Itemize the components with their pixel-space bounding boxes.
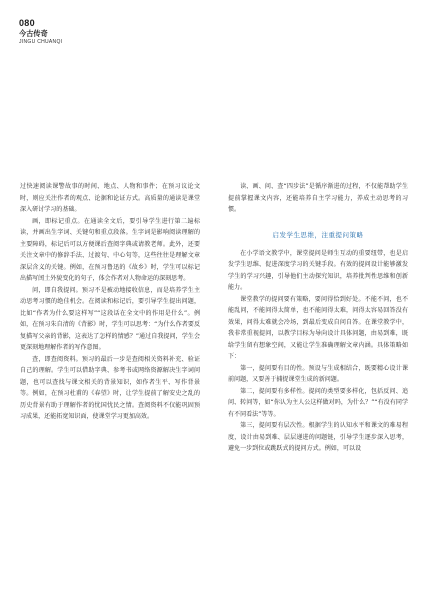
paragraph: 第一，提问要有目的性。预设与生成相结合，既要精心设计课前问题，又要善于捕捉课堂生成的新问题。 xyxy=(228,364,408,383)
paragraph: 过快速阅读课警故事的时间、地点、人物和事件；在预习议论文时，则应关注作者的观点、论据和论证方式。高质量的通读是课堂深入研讨学习的基础。 xyxy=(20,183,200,213)
page-number: 080 xyxy=(19,18,35,28)
paragraph: 画，即标记重点。在通读全文后，要引导学生进行第二遍标读，并画出生字词、关键句和重点段落。生字词是影响阅读理解的主要障碍，标记后可以方便课后查阅字典或请教老师。此外，还要关注文章中的修辞手法、过渡句、中心句等，这些往往是理解文章深层含义的关键。例如，在预习鲁迅的《故乡》时，学生可以标记出描写闰土外貌变化的句子，体会作者对人物命运的深刻思考。 xyxy=(20,217,200,282)
paragraph: 第三，提问要有层次性。根据学生的认知水平和课文的难易程度，设计由易到难、层层递进的问题链，引导学生逐步深入思考，避免一步到位或跳跃式的提问方式。例如，可以设 xyxy=(228,422,408,452)
paragraph: 读、画、问、查“四步法”是循序渐进的过程，不仅能帮助学生提前掌握课文内容，还能培养自主学习能力，养成主动思考的习惯。 xyxy=(228,183,408,213)
journal-pinyin: JINGU CHUANQI xyxy=(19,39,63,45)
paragraph: 课堂教学的提问要有策略，要问得恰到好处。不能不问，也不能乱问，不能问得太简单，也不能问得太难，问得太容易回答没有效果，问得太难就会冷场，到最后变成自问自答。在课堂教学中，我非常重视提问，以教学目标为导向设计具体问题，由易到难，既给学生留有想象空间，又能让学生准确理解文章内涵。具体策略如下： xyxy=(228,295,408,360)
right-column xyxy=(228,181,408,455)
paragraph: 在小学语文教学中，课堂提问是师生互动的重要纽带，也是启发学生思维、促进深度学习的关键手段。有效的提问设计能够激发学生的学习兴趣，引导他们主动探究知识，培养批判性思维和创新能力。 xyxy=(228,249,408,291)
section-heading: 启发学生思维，注重提问策略 xyxy=(272,230,364,239)
paragraph: 查，即查阅资料。预习的最后一步是查阅相关资料补充、验证自己的理解。学生可以借助字典、参考书或网络资源解决生字词问题，也可以查找与课文相关的背景知识，如作者生平、写作背景等。例如，在预习杜甫的《春望》时，让学生提前了解安史之乱的历史背景有助于理解作者的忧国忧民之情。查阅资料不仅能巩固预习成果，还能拓宽知识面，使课堂学习更加高效。 xyxy=(20,355,200,420)
paragraph: 第二，提问要有多样性。提问的类型要多样化，包括反问、追问、转问等，如“你认为主人公这样做对吗，为什么？”“有没有同学有不同看法”等等。 xyxy=(228,387,408,418)
page-header xyxy=(19,18,62,45)
paragraph: 问，即自我提问。预习不是被动地接收信息，而是培养学生主动思考习惯的绝佳机会。在阅读和标记后，要引导学生提出问题，比如“作者为什么要这样写”“这段话在全文中的作用是什么”。例如，在预习朱自清的《背影》时，学生可以思考：“为什么作者要反复描写父亲的背影，这表达了怎样的情感？”通过自我提问，学生会更深刻地理解作者的写作意图。 xyxy=(20,286,200,351)
left-column xyxy=(20,181,200,423)
journal-name: 今古传奇 xyxy=(19,29,48,38)
